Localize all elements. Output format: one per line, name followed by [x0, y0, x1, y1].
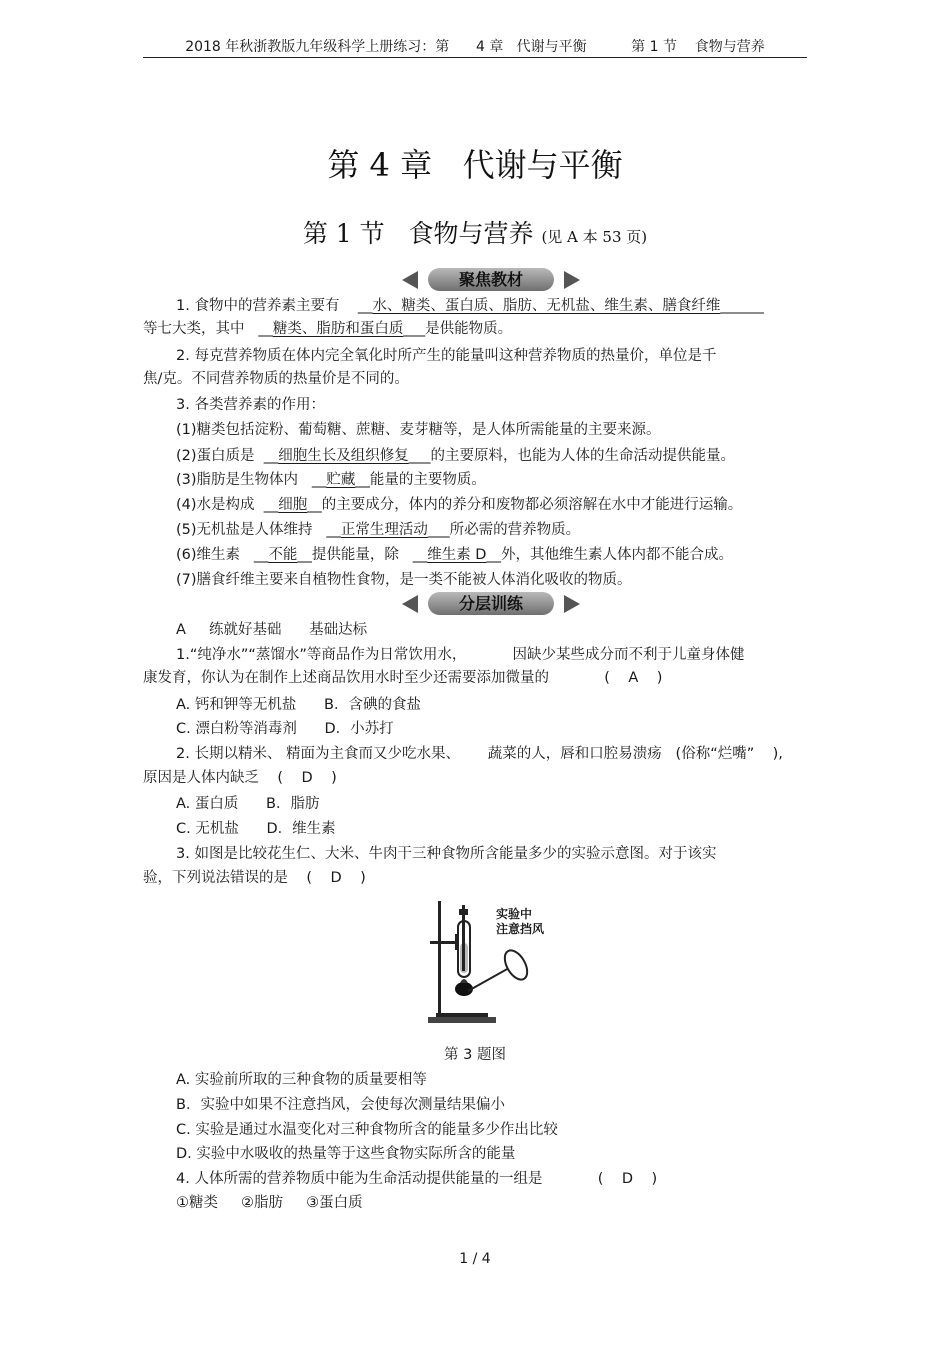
- focus-q1-line2: 等七大类，其中 __糖类、脂肪和蛋白质___是供能物质。: [143, 321, 513, 337]
- question-2-options-ab: A. 蛋白质 B．脂肪: [176, 796, 320, 812]
- left-arrow-icon: [402, 271, 418, 289]
- running-header: 2018 年秋浙教版九年级科学上册练习：第 4 章 代谢与平衡 第 1 节 食物与营养: [143, 36, 807, 58]
- focus-item-4: (4)水是构成 __细胞__的主要成分，体内的养分和废物都必须溶解在水中才能进行运输。: [176, 497, 743, 513]
- question-1-line2: 康发育，你认为在制作上述商品饮用水时至少还需要添加微量的 ( A ): [143, 670, 663, 686]
- answer-blank: 细胞: [278, 497, 308, 513]
- answer-blank: 细胞生长及组织修复: [278, 448, 409, 464]
- question-4-choices: ①糖类 ②脂肪 ③蛋白质: [176, 1195, 363, 1211]
- answer-blank: 糖类、脂肪和蛋白质: [272, 321, 404, 337]
- chapter-title: 第 4 章 代谢与平衡: [327, 146, 623, 184]
- answer-blank: 维生素 D: [427, 547, 487, 563]
- question-3-option-a: A. 实验前所取的三种食物的质量要相等: [176, 1072, 427, 1088]
- right-arrow-icon: [564, 271, 580, 289]
- figure-note: 实验中 注意挡风: [496, 907, 545, 936]
- focus-q2-line2: 焦/克。不同营养物质的热量价是不同的。: [143, 371, 409, 387]
- focus-item-7: (7)膳食纤维主要来自植物性食物，是一类不能被人体消化吸收的物质。: [176, 572, 632, 588]
- focus-banner-label: 聚焦教材: [428, 268, 554, 291]
- practice-level-a: A 练就好基础 基础达标: [176, 622, 368, 638]
- focus-item-5: (5)无机盐是人体维持 __正常生理活动___所必需的营养物质。: [176, 522, 581, 538]
- question-1-options-cd: C. 漂白粉等消毒剂 D．小苏打: [176, 721, 394, 737]
- question-1-line1: 1.“纯净水”“蒸馏水”等商品作为日常饮用水， 因缺少某些成分而不利于儿童身体健: [176, 647, 745, 663]
- question-3-option-c: C. 实验是通过水温变化对三种食物所含的能量多少作出比较: [176, 1122, 558, 1138]
- practice-banner: [402, 592, 580, 616]
- focus-q2-line1: 2. 每克营养物质在体内完全氧化时所产生的能量叫这种营养物质的热量价，单位是千: [176, 348, 717, 364]
- focus-item-3: (3)脂肪是生物体内 __贮藏__能量的主要物质。: [176, 472, 486, 488]
- left-arrow-icon: [402, 595, 418, 613]
- figure-caption: 第 3 题图: [444, 1047, 506, 1063]
- question-1-options-ab: A. 钙和钾等无机盐 B．含碘的食盐: [176, 697, 421, 713]
- answer-blank: 正常生理活动: [340, 522, 428, 538]
- question-2-options-cd: C. 无机盐 D．维生素: [176, 821, 336, 837]
- experiment-figure: [420, 895, 560, 1035]
- question-3-line2: 验，下列说法错误的是 ( D ): [143, 870, 366, 886]
- focus-q1-line1: 1. 食物中的营养素主要有 __水、糖类、蛋白质、脂肪、无机盐、维生素、膳食纤维______: [176, 298, 764, 314]
- focus-banner: [402, 268, 580, 292]
- answer-blank: 水、糖类、蛋白质、脂肪、无机盐、维生素、膳食纤维: [372, 298, 721, 314]
- question-2-line1: 2. 长期以精米、 精面为主食而又少吃水果、 蔬菜的人，唇和口腔易溃疡 (俗称“烂嘴” ),: [176, 746, 783, 762]
- question-3-option-d: D. 实验中水吸收的热量等于这些食物实际所含的能量: [176, 1146, 516, 1162]
- question-3-line1: 3. 如图是比较花生仁、大米、牛肉干三种食物所含能量多少的实验示意图。对于该实: [176, 846, 717, 862]
- question-2-line2: 原因是人体内缺乏 ( D ): [143, 770, 337, 786]
- question-4-line1: 4. 人体所需的营养物质中能为生命活动提供能量的一组是 ( D ): [176, 1171, 658, 1187]
- section-reference: (见 A 本 53 页): [541, 228, 648, 246]
- answer-blank: 贮藏: [326, 472, 356, 488]
- focus-item-2: (2)蛋白质是 __细胞生长及组织修复___的主要原料，也能为人体的生命活动提供能量。: [176, 448, 736, 464]
- focus-q3-heading: 3. 各类营养素的作用：: [176, 397, 325, 413]
- page-number: 1 / 4: [459, 1251, 491, 1267]
- focus-item-1: (1)糖类包括淀粉、葡萄糖、蔗糖、麦芽糖等，是人体所需能量的主要来源。: [176, 422, 661, 438]
- answer-blank: 不能: [268, 547, 298, 563]
- question-3-option-b: B．实验中如果不注意挡风，会使每次测量结果偏小: [176, 1097, 505, 1113]
- section-title: [0, 214, 950, 250]
- focus-item-6: (6)维生素 __不能__提供能量，除 __维生素 D__外，其他维生素人体内都不能合成。: [176, 547, 733, 563]
- section-title-text: 第 1 节 食物与营养: [302, 219, 534, 248]
- right-arrow-icon: [564, 595, 580, 613]
- practice-banner-label: 分层训练: [428, 592, 554, 615]
